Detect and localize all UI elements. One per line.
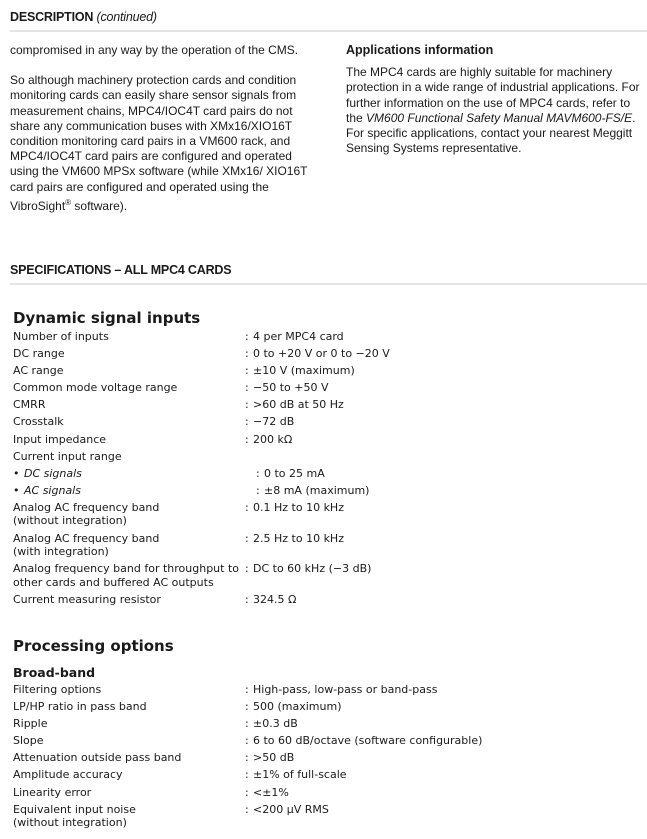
manual-reference: VM600 Functional Safety Manual MAVM600-FS/E	[366, 110, 633, 125]
spec-row	[13, 700, 643, 714]
colon: :	[245, 500, 249, 514]
colon: :	[245, 347, 249, 361]
spec-value: DC to 60 kHz (−3 dB)	[253, 562, 372, 576]
spec-row	[13, 803, 643, 830]
spec-value: −72 dB	[253, 415, 295, 429]
colon: :	[245, 398, 249, 412]
spec-value: 500 (maximum)	[253, 700, 342, 714]
colon: :	[256, 466, 260, 480]
registered-mark: ®	[65, 197, 72, 207]
colon: :	[245, 802, 249, 816]
spec-label: Analog AC frequency band (with integration)	[13, 531, 160, 559]
spec-row	[13, 364, 643, 378]
spec-row	[13, 484, 643, 498]
description-heading	[10, 10, 157, 24]
spec-row	[13, 593, 643, 607]
colon: :	[245, 415, 249, 429]
spec-label: Common mode voltage range	[13, 381, 178, 395]
divider	[10, 283, 647, 285]
spec-value: >50 dB	[253, 751, 295, 765]
spec-row	[13, 347, 643, 361]
spec-label: Number of inputs	[13, 330, 109, 343]
spec-value: −50 to +50 V	[253, 381, 329, 395]
colon: :	[245, 531, 249, 545]
spec-label: Linearity error	[13, 785, 92, 799]
spec-value: 0.1 Hz to 10 kHz	[253, 500, 344, 514]
spec-value: 6 to 60 dB/octave (software configurable)	[253, 734, 483, 748]
spec-label: • AC signals	[13, 484, 256, 498]
spec-row	[13, 532, 643, 559]
spec-label: Slope	[13, 734, 44, 748]
spec-label: AC range	[13, 364, 64, 378]
spec-value: 0 to +20 V or 0 to −20 V	[253, 347, 390, 361]
colon: :	[245, 700, 249, 714]
spec-row	[13, 562, 643, 589]
dynamic-inputs-table	[13, 330, 643, 610]
spec-value: 324.5 Ω	[253, 592, 297, 606]
spec-value: <200 µV RMS	[253, 802, 329, 816]
spec-label: Current input range	[13, 449, 122, 463]
colon: :	[245, 330, 249, 343]
spec-row	[13, 501, 643, 528]
spec-row	[13, 768, 643, 782]
spec-value: High-pass, low-pass or band-pass	[253, 683, 438, 696]
spec-row	[13, 433, 643, 447]
spec-label: Attenuation outside pass band	[13, 751, 182, 765]
spec-row	[13, 381, 643, 395]
paragraph	[10, 73, 310, 214]
spec-label: • DC signals	[13, 467, 256, 481]
colon: :	[245, 717, 249, 731]
spec-row	[13, 450, 643, 464]
spec-value: 0 to 25 mA	[264, 466, 325, 480]
spec-value: <±1%	[253, 785, 289, 799]
spec-row	[13, 717, 643, 731]
spec-value: ±1% of full-scale	[253, 768, 347, 782]
specifications-heading: SPECIFICATIONS – ALL MPC4 CARDS	[10, 263, 232, 277]
spec-row	[13, 330, 643, 344]
spec-row	[13, 751, 643, 765]
colon: :	[245, 734, 249, 748]
paragraph	[346, 65, 641, 156]
colon: :	[245, 592, 249, 606]
applications-heading: Applications information	[346, 43, 494, 57]
heading-text: DESCRIPTION	[10, 10, 94, 24]
spec-label: Current measuring resistor	[13, 592, 161, 606]
spec-label: Equivalent input noise (without integration)	[13, 802, 136, 830]
colon: :	[245, 432, 249, 446]
text: . For specific applications, contact your nearest Meggitt Sensing Systems representative.	[346, 110, 636, 156]
spec-label: LP/HP ratio in pass band	[13, 700, 147, 714]
spec-label: Amplitude accuracy	[13, 768, 123, 782]
spec-label: Analog AC frequency band (without integration)	[13, 500, 160, 528]
broad-band-subheading: Broad-band	[13, 665, 96, 680]
spec-value: 4 per MPC4 card	[253, 330, 344, 343]
spec-label: CMRR	[13, 398, 46, 412]
colon	[245, 450, 253, 464]
colon: :	[245, 364, 249, 378]
text: software).	[71, 198, 128, 213]
colon: :	[256, 483, 260, 497]
heading-suffix: (continued)	[96, 10, 157, 24]
spec-row	[13, 786, 643, 800]
spec-label: Analog frequency band for throughput to other cards and buffered AC outputs	[13, 562, 239, 589]
spec-label: Ripple	[13, 717, 48, 731]
spec-value: 200 kΩ	[253, 432, 293, 446]
spec-value: ±0.3 dB	[253, 717, 298, 731]
spec-label: Crosstalk	[13, 415, 64, 429]
spec-row	[13, 734, 643, 748]
colon: :	[245, 381, 249, 395]
processing-table	[13, 683, 643, 833]
description-left-column	[10, 43, 310, 229]
colon: :	[245, 768, 249, 782]
dynamic-inputs-heading: Dynamic signal inputs	[13, 309, 201, 327]
applications-column	[346, 43, 641, 171]
spec-value: 2.5 Hz to 10 kHz	[253, 531, 344, 545]
spec-label: Input impedance	[13, 432, 107, 446]
spec-value: >60 dB at 50 Hz	[253, 398, 344, 412]
spec-row	[13, 467, 643, 481]
spec-row	[13, 415, 643, 429]
spec-label: Filtering options	[13, 683, 102, 696]
spec-value: ±8 mA (maximum)	[264, 483, 370, 497]
spec-label: DC range	[13, 347, 65, 361]
text: So although machinery protection cards and condition monitoring cards can easily share sensor signals from measurement chains, MPC4/IOC4T card pairs do not share any communication buses with XMx16/XIO16T condition monitoring card pairs in a VM600 rack, and MPC4/IOC4T card pairs are configured and operated using the VM600 MPSx software (while XMx16/ XIO16T card pairs are configured and operated using the VibroSight	[10, 73, 308, 213]
colon: :	[245, 785, 249, 799]
colon: :	[245, 751, 249, 765]
colon: :	[245, 683, 249, 696]
text: The MPC4 cards are highly suitable for machinery protection in a wide range of industrial applications. For further information on the use of MPC4 cards, refer to the	[346, 65, 640, 125]
divider	[10, 30, 647, 32]
spec-row	[13, 398, 643, 412]
processing-options-heading: Processing options	[13, 637, 174, 655]
paragraph: compromised in any way by the operation of the CMS.	[10, 43, 299, 57]
colon: :	[245, 562, 249, 576]
spec-value: ±10 V (maximum)	[253, 364, 355, 378]
spec-row	[13, 683, 643, 697]
